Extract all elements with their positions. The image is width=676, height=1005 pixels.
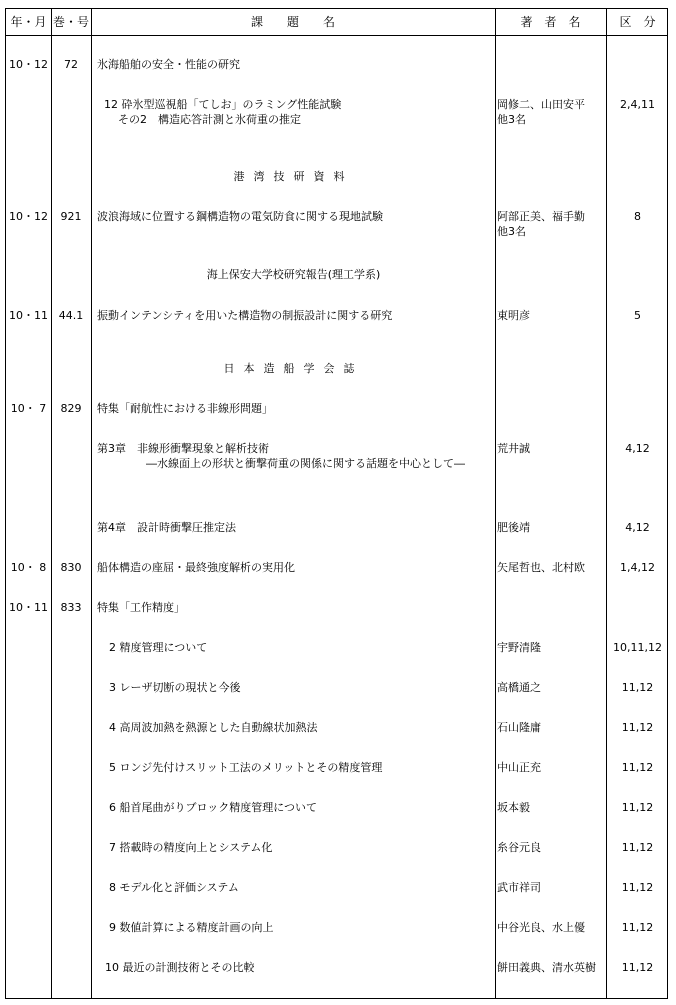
row-class: 11,12 [621,841,654,854]
row-author: 餅田義典、清水英樹 [497,961,596,974]
row-title: 3 レーザ切断の現状と今後 [109,681,241,694]
row-class: 11,12 [621,681,654,694]
row-title: 船体構造の座屈・最終強度解析の実用化 [97,561,295,574]
row-title: 7 搭載時の精度向上とシステム化 [109,841,273,854]
row-volume: 833 [60,601,82,614]
row-volume: 72 [64,58,78,71]
row-volume: 830 [60,561,82,574]
row-date: 10・ 8 [10,561,47,574]
row-title: 第3章 非線形衝撃現象と解析技術 [97,442,269,455]
row-author: 東明彦 [497,309,530,322]
row-title: 氷海船舶の安全・性能の研究 [97,58,240,71]
row-volume: 921 [60,210,82,223]
row-title-sub: その2 構造応答計測と氷荷重の推定 [118,113,301,126]
header-author: 著 者 名 [520,15,581,29]
row-volume: 44.1 [58,309,84,322]
row-class: 11,12 [621,961,654,974]
row-author: 荒井誠 [497,442,530,455]
row-author: 糸谷元良 [497,841,541,854]
row-author: 宇野清隆 [497,641,541,654]
header-class: 区 分 [619,15,656,29]
row-author: 高橋通之 [497,681,541,694]
row-class: 11,12 [621,921,654,934]
row-author: 阿部正美、福手勤 [497,210,585,223]
row-class: 10,11,12 [613,641,662,654]
row-class: 4,12 [625,521,650,534]
row-author: 石山隆庸 [497,721,541,734]
row-class: 1,4,12 [620,561,655,574]
row-author: 矢尾哲也、北村欧 [497,561,585,574]
row-class: 11,12 [621,881,654,894]
col-divider [91,9,92,998]
header-divider [6,35,667,36]
row-author: 岡修二、山田安平 [497,98,585,111]
row-class: 4,12 [625,442,650,455]
row-title: 5 ロンジ先付けスリット工法のメリットとその精度管理 [109,761,383,774]
row-class: 11,12 [621,721,654,734]
row-title: 12 砕氷型巡視船「てしお」のラミング性能試験 [104,98,342,111]
row-author: 武市祥司 [497,881,541,894]
row-title: 4 高周波加熱を熱源とした自動線状加熱法 [109,721,318,734]
header-title: 課 題 名 [250,15,335,29]
header-volume: 巻・号 [52,15,89,29]
row-title: 特集「工作精度」 [97,601,185,614]
row-date: 10・12 [9,210,48,223]
row-date: 10・11 [9,601,48,614]
row-author: 肥後靖 [497,521,530,534]
row-class: 11,12 [621,761,654,774]
header-date: 年・月 [10,15,47,29]
row-volume: 829 [60,402,82,415]
row-title: 8 モデル化と評価システム [109,881,239,894]
row-class: 2,4,11 [620,98,655,111]
row-title: 2 精度管理について [109,641,208,654]
publication-table [5,8,668,999]
row-title: 特集「耐航性における非線形問題」 [97,402,273,415]
row-title: 振動インテンシティを用いた構造物の制振設計に関する研究 [97,309,393,322]
section-heading: 日本造船学会誌 [223,362,364,375]
col-divider [51,9,52,998]
section-heading: 海上保安大学校研究報告(理工学系) [206,268,381,281]
section-heading: 港湾技研資料 [233,170,354,183]
row-date: 10・11 [9,309,48,322]
row-date: 10・ 7 [10,402,47,415]
row-title: 10 最近の計測技術とその比較 [105,961,255,974]
col-divider [495,9,496,998]
row-author: 中山正充 [497,761,541,774]
row-title: 9 数値計算による精度計画の向上 [109,921,274,934]
row-title: 6 船首尾曲がりブロック精度管理について [109,801,318,814]
row-class: 5 [634,309,641,322]
row-class: 8 [634,210,641,223]
row-author: 坂本毅 [497,801,530,814]
row-date: 10・12 [9,58,48,71]
row-title: 波浪海域に位置する鋼構造物の電気防食に関する現地試験 [97,210,383,223]
row-class: 11,12 [621,801,654,814]
row-author-sub: 他3名 [497,113,526,126]
row-author: 中谷光良、水上優 [497,921,585,934]
row-title: 第4章 設計時衝撃圧推定法 [97,521,236,534]
row-title-sub: ―水線面上の形状と衝撃荷重の関係に関する話題を中心として― [146,457,465,470]
row-author-sub: 他3名 [497,225,526,238]
